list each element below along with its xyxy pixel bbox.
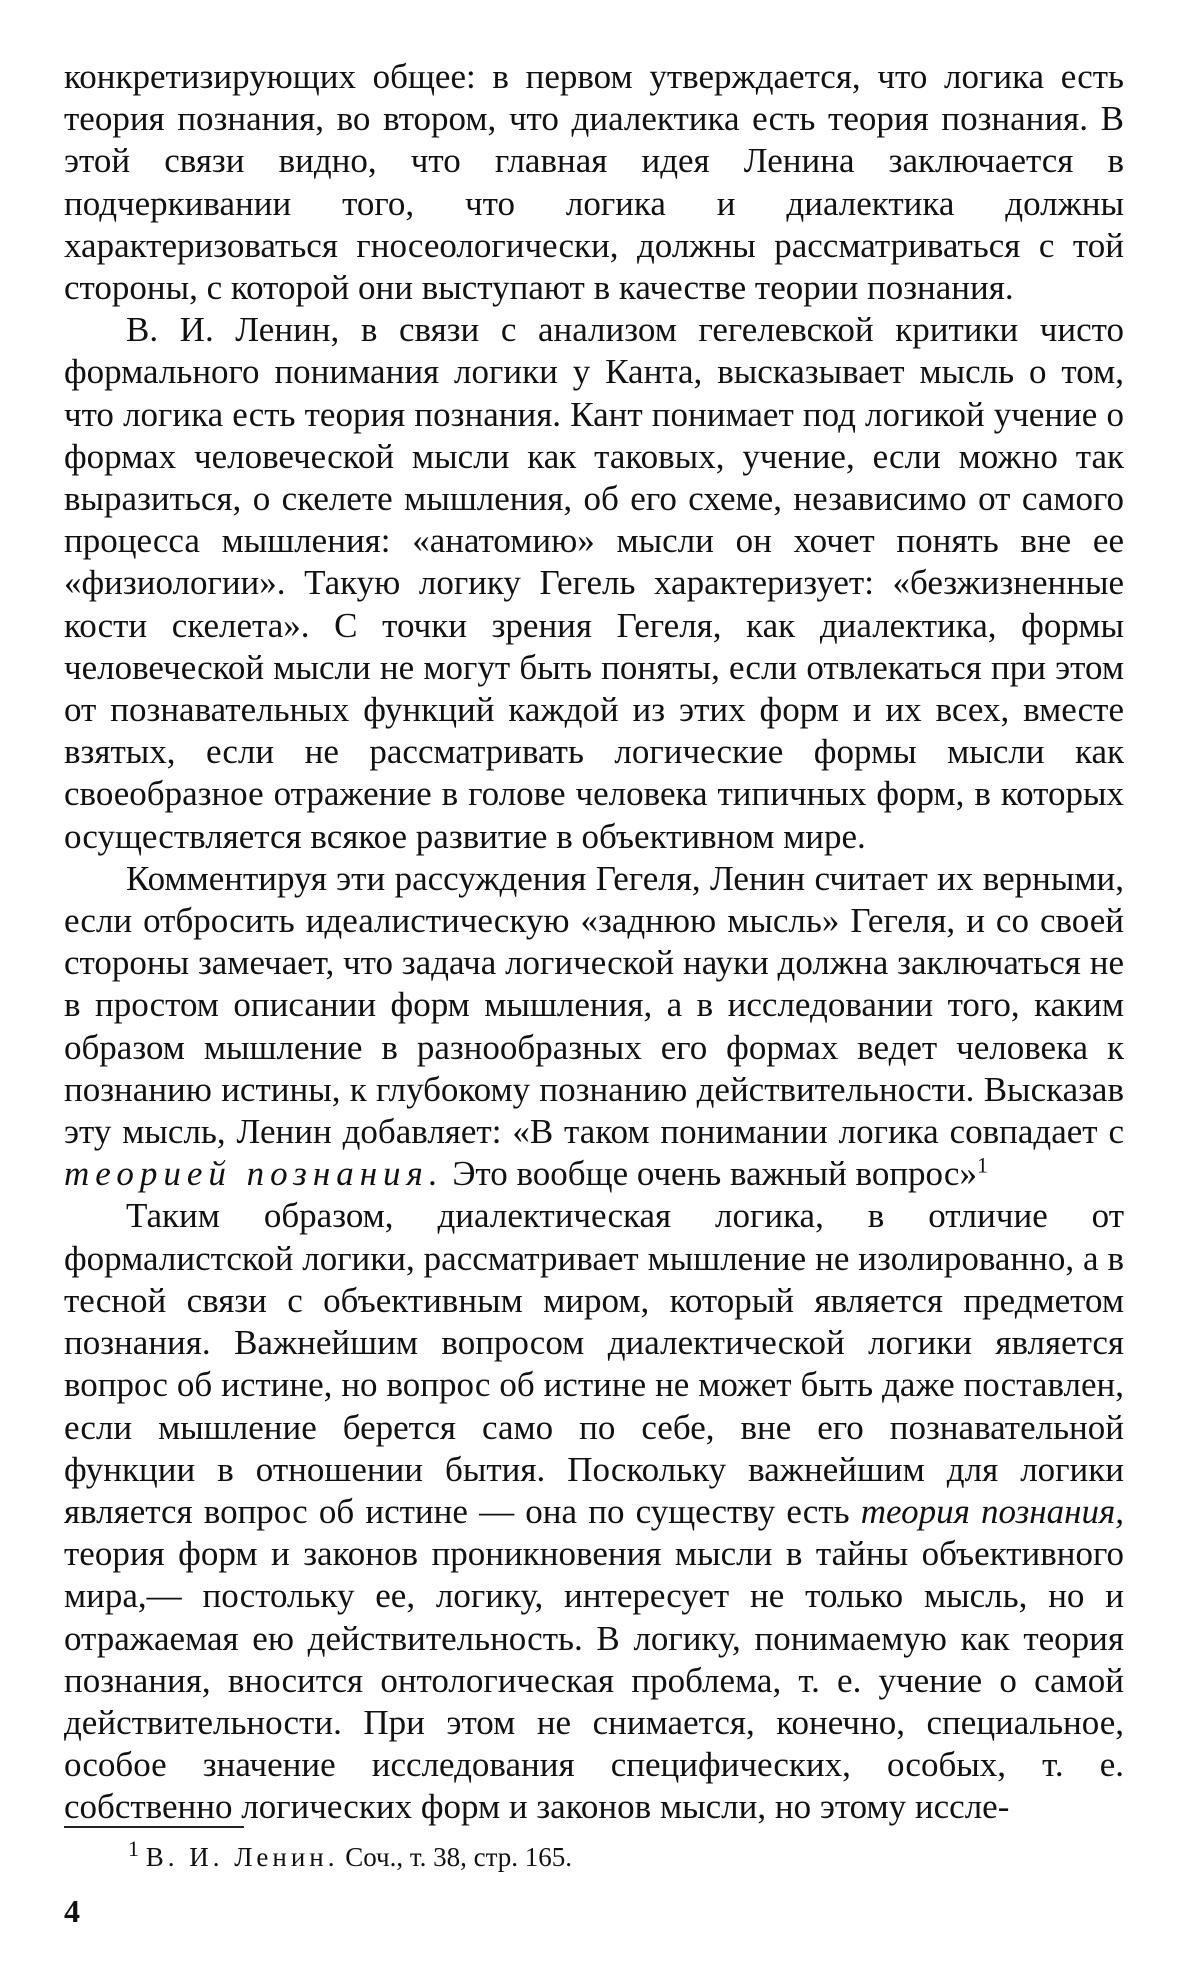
footnote-divider <box>64 1826 244 1828</box>
footnote-reference[interactable]: 1 <box>976 1152 988 1178</box>
paragraph-3-text-after: Это вообще очень важный вопрос» <box>443 1154 977 1194</box>
paragraph-4-text-before: Таким образом, диалектическая логика, в отличие от формалистской логики, рассматривает мышление не изолированно, а в тесной связи с объективным миром, который является предметом познания. Важнейшим вопросом диалектической логики является вопрос об истине, но вопрос об истине не может быть даже поставлен, если мышление берется само по себе, вне его познавательной функции в отношении бытия. Поскольку важнейшим для логики является вопрос об истине — она по существу есть <box>64 1196 1124 1531</box>
paragraph-2-text: В. И. Ленин, в связи с анализом гегелевской критики чисто формального понимания логики у Канта, высказывает мысль о том, что логика есть теория познания. Кант понимает под логикой учение о формах человеческой мысли как таковых, учение, если можно так выразиться, о скелете мышления, об его схеме, независимо от самого процесса мышления: «анатомию» мысли он хочет понять вне ее «физиологии». Такую логику Гегель характеризует: «безжизненные кости скелета». С точки зрения Гегеля, как диалектика, формы человеческой мысли не могут быть поняты, если отвлекаться при этом от познавательных функций каждой из этих форм и их всех, вместе взятых, если не рассматривать логические формы мысли как своеобразное отражение в голове человека типичных форм, в которых осуществляется всякое развитие в объективном мире. <box>64 310 1124 856</box>
paragraph-3-emphasis: теорией познания. <box>64 1154 444 1194</box>
footnote-author: В. И. Ленин. <box>145 1842 339 1872</box>
paragraph-1 <box>64 56 1124 309</box>
paragraph-3 <box>64 858 1124 1196</box>
paragraph-1-text: конкретизирующих общее: в первом утверждается, что логика есть теория познания, во втором, что диалектика есть теория познания. В этой связи видно, что главная идея Ленина заключается в подчеркивании того, что логика и диалектика должны характеризоваться гносеологически, должны рассматриваться с той стороны, с которой они выступают в качестве теории познания. <box>64 57 1124 308</box>
footnote-marker: 1 <box>128 1836 139 1861</box>
page-body <box>64 56 1124 1829</box>
page-number: 4 <box>64 1893 80 1929</box>
paragraph-2 <box>64 309 1124 858</box>
paragraph-4-emphasis: теория познания, <box>860 1491 1124 1531</box>
footnote <box>128 1836 572 1874</box>
paragraph-4-text-after: теория форм и законов проникновения мысли в тайны объективного мира,— постольку ее, логику, интересует не только мысль, но и отражаемая ею действительность. В логику, понимаемую как теория познания, вносится онтологическая проблема, т. е. учение о самой действительности. При этом не снимается, конечно, специальное, особое значение исследования специфических, особых, т. е. собственно логических форм и законов мысли, но этому иссле- <box>64 1534 1124 1827</box>
paragraph-4 <box>64 1195 1124 1828</box>
footnote-text: Соч., т. 38, стр. 165. <box>338 1842 572 1872</box>
paragraph-3-text-before: Комментируя эти рассуждения Гегеля, Ленин считает их верными, если отбросить идеалистическую «заднюю мысль» Гегеля, и со своей стороны замечает, что задача логической науки должна заключаться не в простом описании форм мышления, а в исследовании того, каким образом мышление в разнообразных его формах ведет человека к познанию истины, к глубокому познанию действительности. Высказав эту мысль, Ленин добавляет: «В таком понимании логика совпадает с <box>64 858 1124 1152</box>
